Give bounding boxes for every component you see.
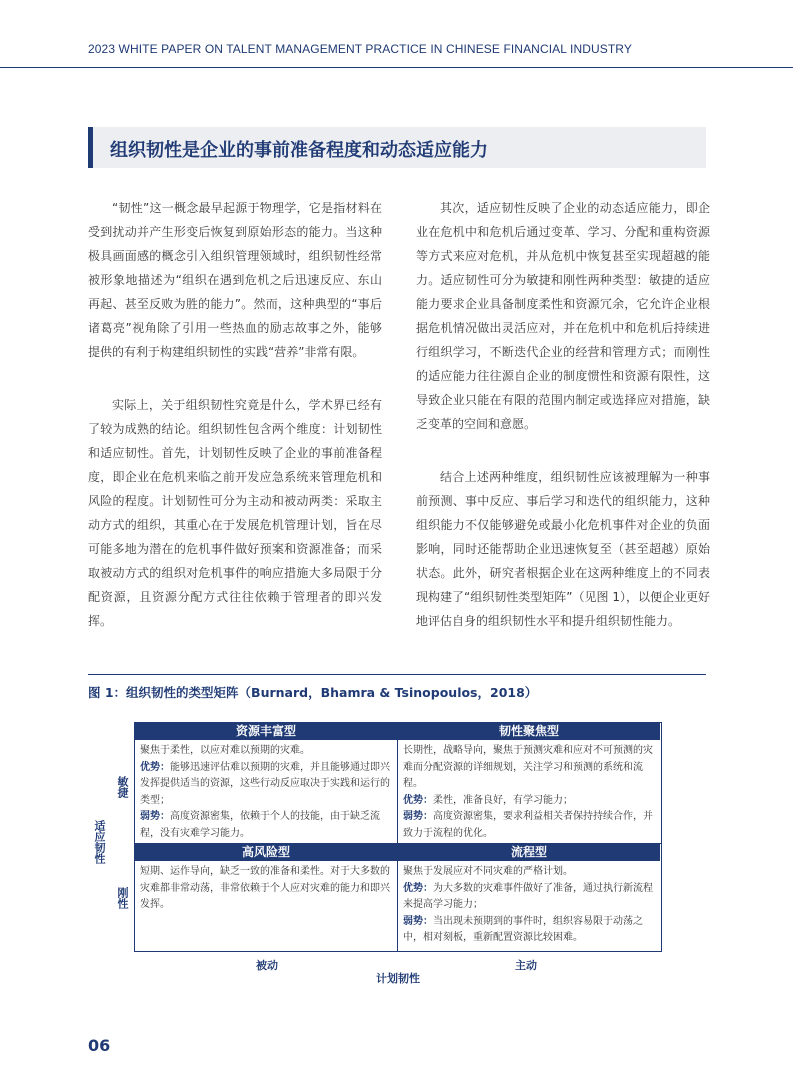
figure-caption: 图 1：组织韧性的类型矩阵（Burnard，Bhamra & Tsinopoulos，2018） bbox=[88, 685, 538, 700]
quadrant-keyword: 优势： bbox=[403, 882, 433, 894]
quadrant-text: 柔性，准备良好，有学习能力； bbox=[433, 794, 573, 806]
quadrant-body bbox=[135, 861, 397, 914]
quadrant-keyword: 弱势： bbox=[403, 811, 433, 822]
body-column-right bbox=[416, 196, 710, 662]
section-title-accent-bar bbox=[88, 127, 93, 168]
resilience-type-matrix bbox=[134, 722, 662, 952]
quadrant-line bbox=[140, 864, 391, 914]
body-paragraph: 其次，适应韧性反映了企业的动态适应能力，即企业在危机中和危机后通过变革、学习、分配和重构资源等方式来应对危机，并从危机中恢复甚至实现超越的能力。适应韧性可分为敏捷和刚性两种类型：敏捷的适应能力要求企业具备制度柔性和资源冗余，它允许企业根据危机情况做出灵活应对，并在危机中和危机后持续进行组织学习，不断迭代企业的经营和管理方式；而刚性的适应能力往往源自企业的制度惯性和资源有限性，这导致企业只能在有限的范围内制定或选择应对措施，缺乏变革的空间和意愿。 bbox=[416, 201, 710, 431]
quadrant-line bbox=[140, 743, 391, 760]
x-axis-right-label: 主动 bbox=[515, 959, 537, 972]
quadrant-title: 韧性聚焦型 bbox=[398, 723, 660, 740]
page-number: 06 bbox=[88, 1036, 111, 1055]
quadrant-resilience-focused bbox=[398, 723, 660, 843]
body-paragraph: 实际上，关于组织韧性究竟是什么，学术界已经有了较为成熟的结论。组织韧性包含两个维度：计划韧性和适应韧性。首先，计划韧性反映了企业的事前准备程度，即企业在危机来临之前开发应急系统来管理危机和风险的程度。计划韧性可分为主动和被动两类：采取主动方式的组织，其重心在于发展危机管理计划，旨在尽可能多地为潜在的危机事件做好预案和资源准备；而采取被动方式的组织对危机事件的响应措施大多局限于分配资源，且资源分配方式往往依赖于管理者的即兴发挥。 bbox=[88, 398, 382, 628]
quadrant-line bbox=[403, 809, 654, 842]
matrix-horizontal-divider bbox=[135, 843, 661, 844]
section-title: 组织韧性是企业的事前准备程度和动态适应能力 bbox=[110, 140, 488, 161]
matrix-vertical-divider bbox=[397, 723, 398, 951]
running-header-title: 2023 WHITE PAPER ON TALENT MANAGEMENT PRACTICE IN CHINESE FINANCIAL INDUSTRY bbox=[88, 42, 632, 56]
quadrant-text: 能够迅速评估难以预期的灾难，并且能够通过即兴发挥提供适当的资源，这些行动反应取决于实践和运行的类型； bbox=[140, 761, 390, 806]
quadrant-line bbox=[403, 793, 654, 810]
body-column-left bbox=[88, 196, 382, 662]
quadrant-text: 高度资源密集，依赖于个人的技能，由于缺乏流程，没有灾难学习能力。 bbox=[140, 811, 380, 839]
y-axis-top-label: 敏捷 bbox=[116, 776, 129, 798]
section-title-banner bbox=[88, 127, 706, 168]
quadrant-text: 聚焦于发展应对不同灾难的严格计划。 bbox=[403, 866, 573, 877]
quadrant-text: 为大多数的灾难事件做好了准备，通过执行新流程来提高学习能力； bbox=[403, 882, 653, 910]
quadrant-process bbox=[398, 844, 660, 950]
y-axis-title: 适应韧性 bbox=[93, 820, 106, 864]
quadrant-line bbox=[140, 760, 391, 810]
header-divider bbox=[0, 67, 793, 68]
quadrant-body bbox=[135, 740, 397, 842]
quadrant-text: 短期、运作导向，缺乏一致的准备和柔性。对于大多数的灾难都非常动荡，非常依赖于个人应对灾难的能力和即兴发挥。 bbox=[140, 866, 390, 910]
quadrant-keyword: 优势： bbox=[140, 761, 170, 773]
quadrant-text: 聚焦于柔性，以应对难以预期的灾难。 bbox=[140, 745, 310, 756]
quadrant-line bbox=[403, 864, 654, 881]
quadrant-title: 流程型 bbox=[398, 844, 660, 861]
quadrant-keyword: 弱势： bbox=[140, 811, 170, 822]
quadrant-line bbox=[403, 914, 654, 947]
quadrant-keyword: 优势： bbox=[403, 794, 433, 806]
body-paragraph: 结合上述两种维度，组织韧性应该被理解为一种事前预测、事中反应、事后学习和迭代的组织能力，这种组织能力不仅能够避免或最小化危机事件对企业的负面影响，同时还能帮助企业迅速恢复至（甚至超越）原始状态。此外，研究者根据企业在这两种维度上的不同表现构建了“组织韧性类型矩阵”（见图 1），以便企业更好地评估自身的组织韧性水平和提升组织韧性能力。 bbox=[416, 470, 710, 628]
y-axis-bottom-label: 刚性 bbox=[116, 887, 129, 909]
figure-divider bbox=[88, 674, 706, 675]
x-axis-title: 计划韧性 bbox=[376, 972, 420, 985]
quadrant-title: 资源丰富型 bbox=[135, 723, 397, 740]
quadrant-resource-rich bbox=[135, 723, 397, 843]
quadrant-keyword: 弱势： bbox=[403, 915, 433, 927]
quadrant-text: 长期性，战略导向，聚焦于预测灾难和应对不可预测的灾难而分配资源的详细规划，关注学习和预测的系统和流程。 bbox=[403, 745, 653, 789]
quadrant-line bbox=[403, 743, 654, 793]
quadrant-line bbox=[403, 881, 654, 914]
x-axis-left-label: 被动 bbox=[256, 959, 278, 972]
body-paragraph: “韧性”这一概念最早起源于物理学，它是指材料在受到扰动并产生形变后恢复到原始形态的能力。当这种极具画面感的概念引入组织管理领域时，组织韧性经常被形象地描述为“组织在遇到危机之后迅速反应、东山再起、甚至反败为胜的能力”。然而，这种典型的“事后诸葛亮”视角除了引用一些热血的励志故事之外，能够提供的有利于构建组织韧性的实践“营养”非常有限。 bbox=[88, 201, 382, 359]
quadrant-body bbox=[398, 740, 660, 842]
quadrant-high-risk bbox=[135, 844, 397, 950]
quadrant-text: 当出现未预期到的事件时，组织容易限于动荡之中，相对刻板，重新配置资源比较困难。 bbox=[403, 915, 643, 943]
quadrant-body bbox=[398, 861, 660, 947]
quadrant-line bbox=[140, 809, 391, 842]
quadrant-text: 高度资源密集，要求利益相关者保持持续合作，并致力于流程的优化。 bbox=[403, 811, 653, 839]
quadrant-title: 高风险型 bbox=[135, 844, 397, 861]
